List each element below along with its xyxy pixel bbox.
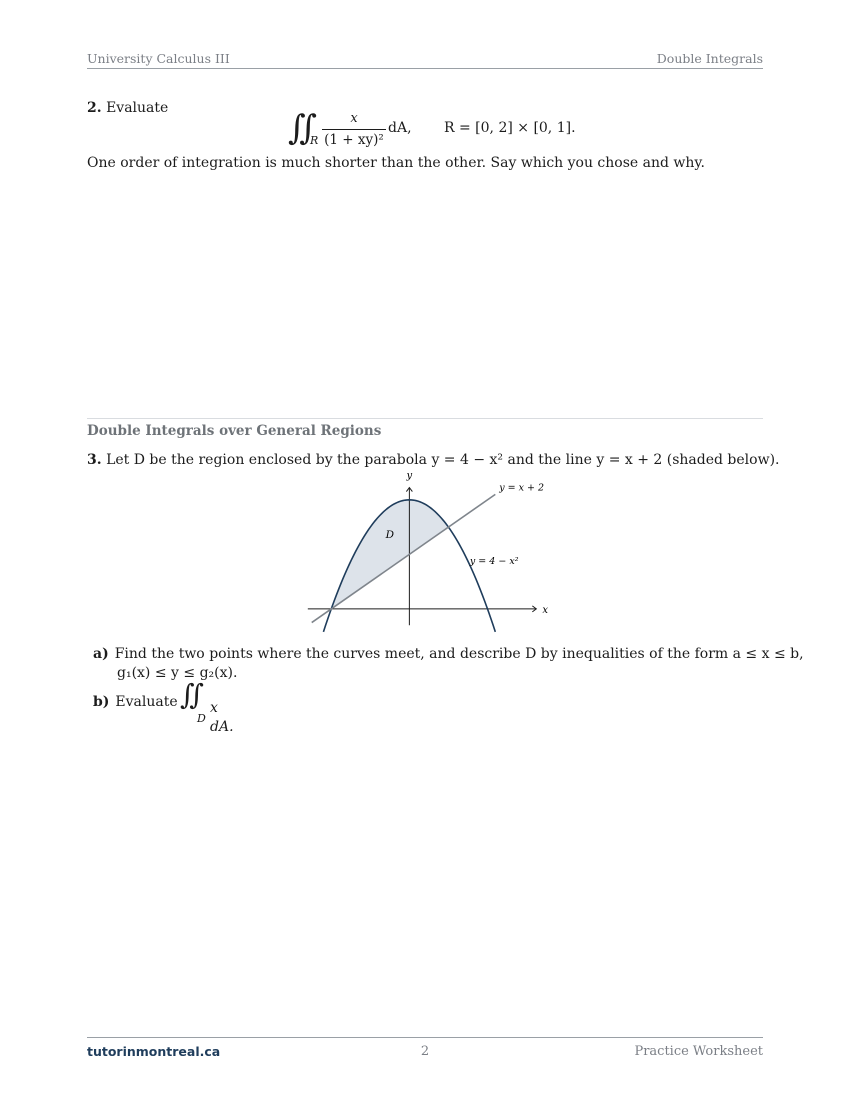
integrand-fraction — [322, 110, 386, 149]
fraction-bar — [322, 129, 386, 130]
section-title: Double Integrals over General Regions — [87, 423, 382, 439]
part-a — [93, 645, 804, 683]
line-equation-label: y = x + 2 — [499, 482, 544, 494]
x-axis-label: x — [542, 604, 548, 616]
fraction-numerator: x — [350, 111, 358, 126]
y-axis-label: y — [406, 470, 413, 482]
problem-2-heading — [87, 100, 168, 116]
footer-website[interactable]: tutorinmontreal.ca — [87, 1044, 221, 1059]
region-figure — [300, 470, 550, 628]
part-b-label: b) — [93, 694, 110, 710]
part-b-integrand: x dA. — [210, 700, 234, 735]
part-b-lead: Evaluate — [115, 694, 178, 710]
footer-label: Practice Worksheet — [634, 1044, 763, 1059]
part-a-text-line1: Find the two points where the curves meet, and describe D by inequalities of the form a ≤ x ≤ b, — [114, 646, 804, 662]
part-b — [93, 678, 234, 735]
problem-2-followup: One order of integration is much shorter than the other. Say which you chose and why. — [87, 155, 705, 171]
footer-page-number: 2 — [420, 1044, 430, 1059]
problem-2-lead: Evaluate — [106, 100, 169, 116]
header-topic: Double Integrals — [656, 51, 763, 66]
problem-3-text: Let D be the region enclosed by the parabola y = 4 − x² and the line y = x + 2 (shaded below). — [106, 452, 780, 468]
region-definition: R = [0, 2] × [0, 1]. — [444, 120, 576, 136]
section-divider — [87, 418, 763, 419]
parabola-equation-label: y = 4 − x² — [469, 555, 519, 567]
fraction-denominator: (1 + xy)² — [324, 132, 384, 148]
part-a-text-line2: g₁(x) ≤ y ≤ g₂(x). — [117, 665, 238, 681]
problem-3-statement — [87, 452, 779, 468]
part-a-label: a) — [93, 646, 109, 662]
part-b-integral-subscript: D — [197, 712, 206, 725]
problem-2-number: 2. — [87, 100, 102, 116]
part-b-integral-sign: ∬ — [180, 678, 196, 711]
problem-3-number: 3. — [87, 452, 102, 468]
running-footer — [87, 1037, 763, 1060]
integral-subscript: R — [310, 134, 319, 147]
differential: dA, — [388, 120, 412, 136]
double-integral-sign: ∬ — [288, 108, 307, 148]
header-course-title: University Calculus III — [87, 51, 230, 66]
region-label: D — [385, 529, 395, 541]
running-header — [87, 50, 763, 69]
region-d-shading — [331, 500, 448, 609]
